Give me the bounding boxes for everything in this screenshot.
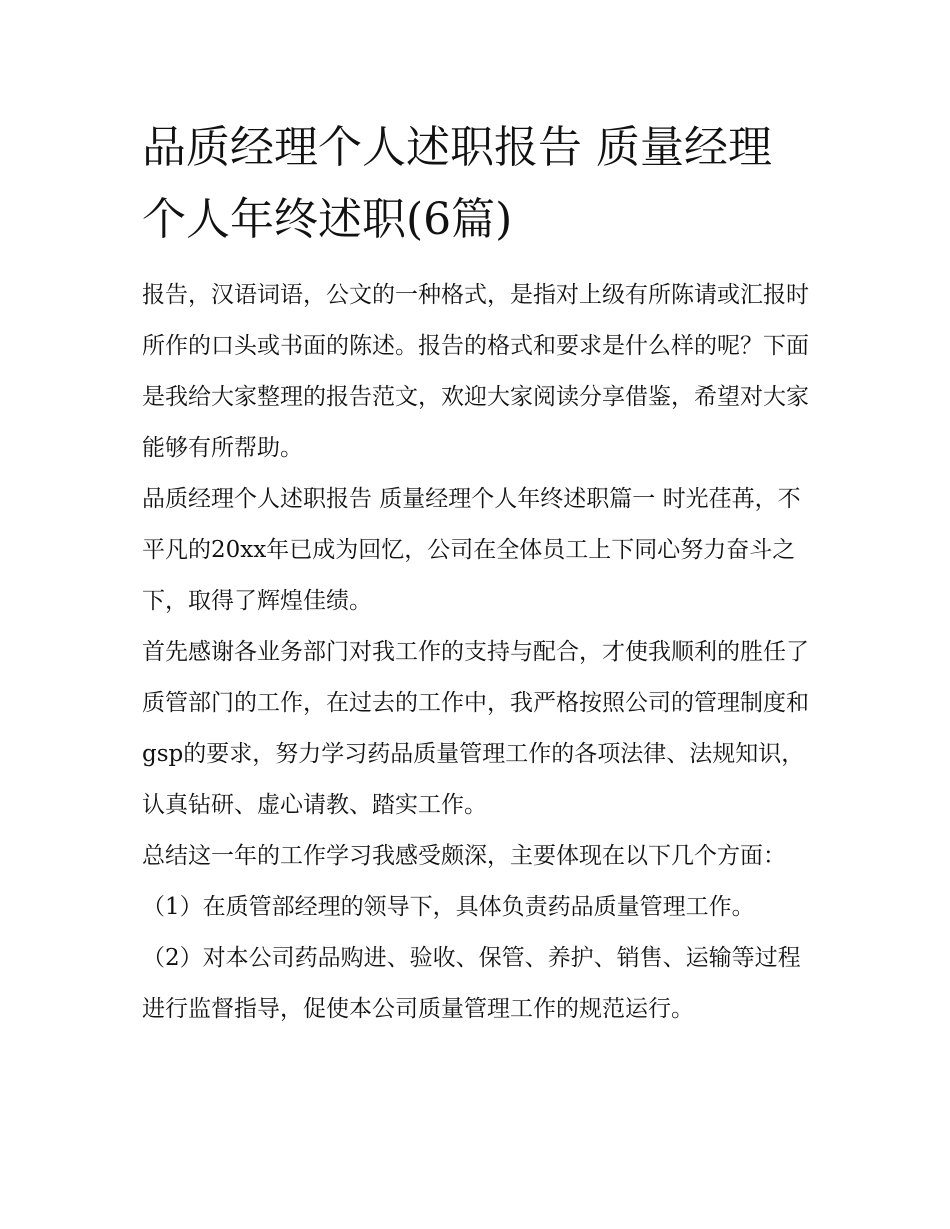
paragraph-intro: 报告，汉语词语，公文的一种格式，是指对上级有所陈请或汇报时所作的口头或书面的陈述。报告的格式和要求是什么样的呢？下面是我给大家整理的报告范文，欢迎大家阅读分享借鉴，希望对大家能够有所帮助。 xyxy=(142,282,809,461)
document-body xyxy=(142,112,814,1035)
document-title: 品质经理个人述职报告 质量经理个人年终述职(6篇) xyxy=(142,122,772,245)
paragraph-thanks: 首先感谢各业务部门对我工作的支持与配合，才使我顺利的胜任了质管部门的工作，在过去的工作中，我严格按照公司的管理制度和gsp的要求，努力学习药品质量管理工作的各项法律、法规知识，认真钻研、虚心请教、踏实工作。 xyxy=(142,639,809,818)
paragraph-summary: 总结这一年的工作学习我感受颇深，主要体现在以下几个方面：（1）在质管部经理的领导下，具体负责药品质量管理工作。 xyxy=(142,843,786,920)
paragraph-point-two: （2）对本公司药品购进、验收、保管、养护、销售、运输等过程进行监督指导，促使本公司质量管理工作的规范运行。 xyxy=(142,945,801,1022)
paragraph-section-one: 品质经理个人述职报告 质量经理个人年终述职篇一 时光荏苒，不平凡的20xx年已成为回忆，公司在全体员工上下同心努力奋斗之下，取得了辉煌佳绩。 xyxy=(142,486,801,614)
